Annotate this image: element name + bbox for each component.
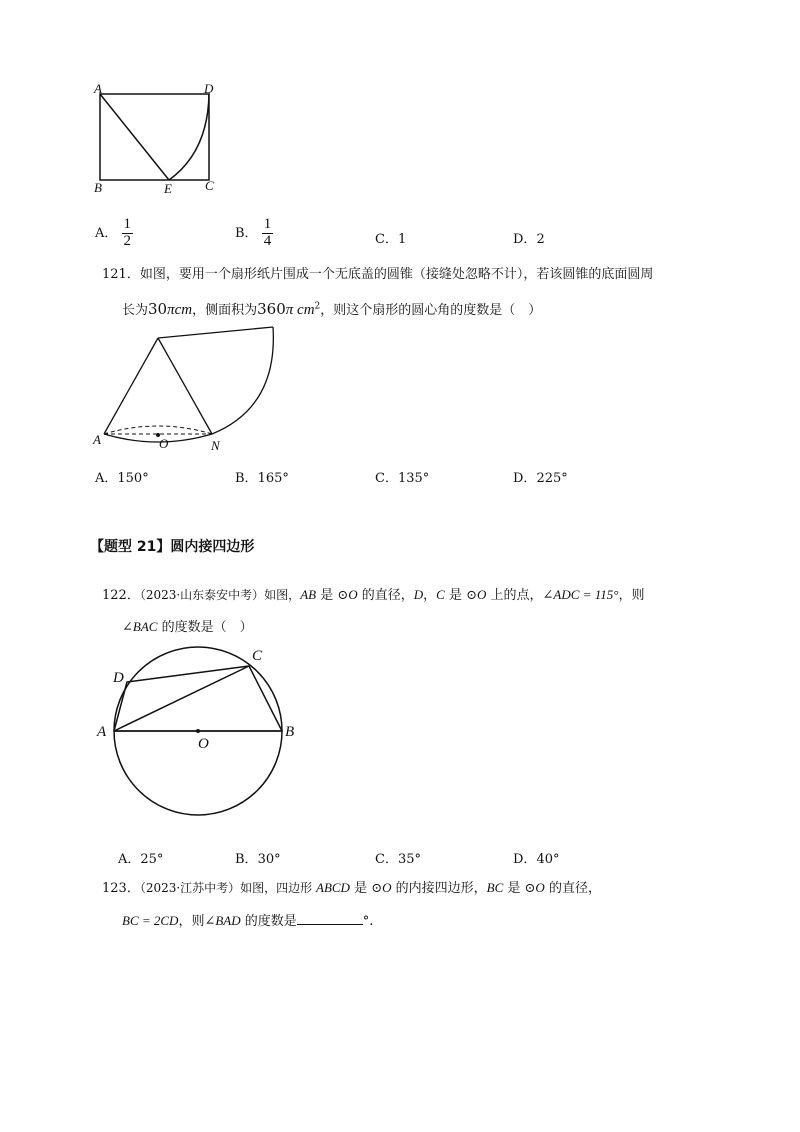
q121-line1 (102, 267, 653, 283)
cone-right-edge (158, 338, 212, 434)
circle-figure (92, 640, 312, 840)
base-back-edge (104, 426, 212, 434)
q122-line2 (122, 619, 253, 636)
math: ⊙O (371, 880, 392, 895)
text: 的度数是（ ） (157, 620, 253, 635)
option-b (235, 467, 289, 486)
math: ⊙O (466, 587, 487, 602)
option-value: 225° (536, 471, 568, 486)
option-value: 165° (257, 471, 289, 486)
text: 是 (444, 588, 467, 603)
math: ⊙O (524, 880, 545, 895)
option-letter: A． (95, 225, 118, 241)
option-letter: C． (375, 471, 398, 486)
option-letter: D． (513, 232, 537, 247)
numerator: 1 (123, 216, 132, 232)
text: ，侧面积为 (192, 303, 258, 318)
text: ，则这个扇形的圆心角的度数是（ ） (320, 303, 542, 318)
text: 是 (316, 588, 338, 603)
q121-line2 (122, 300, 541, 319)
segment-ae (100, 94, 169, 180)
question-number: 123． (102, 881, 140, 896)
option-letter: B． (235, 471, 258, 486)
option-value: 135° (397, 471, 430, 486)
math-unit: π cm (285, 302, 315, 318)
text: 是 (503, 881, 525, 896)
math: D (413, 587, 424, 602)
math: ∠BAD (204, 913, 241, 928)
text: 的直径， (357, 588, 414, 603)
cone-left-edge (104, 338, 158, 434)
option-letter: D． (513, 852, 537, 867)
label-e: E (164, 181, 172, 196)
fraction (122, 217, 134, 250)
q122-line1 (102, 587, 644, 604)
math: ⊙O (337, 587, 358, 602)
option-value: 25° (140, 852, 164, 867)
option-value: 1 (397, 232, 407, 247)
text: 长为 (122, 303, 149, 318)
label-c: C (205, 178, 214, 193)
option-c (375, 467, 429, 486)
question-source: （2023·江苏中考）如图，四边形 (139, 881, 316, 895)
question-number: 122． (102, 588, 140, 603)
denominator: 2 (123, 232, 132, 249)
numerator: 1 (263, 216, 272, 232)
option-letter: B． (235, 852, 258, 867)
text: °. (362, 914, 374, 929)
option-value: 30° (257, 852, 281, 867)
math: ∠ADC = 115° (542, 587, 619, 602)
option-a (95, 467, 149, 486)
math-value: 30 (148, 300, 168, 318)
option-c (375, 228, 406, 247)
cone-figure (88, 322, 288, 457)
option-a (118, 848, 163, 867)
option-d (513, 228, 545, 247)
question-source: （2023·山东泰安中考）如图， (139, 588, 301, 602)
option-c (375, 848, 421, 867)
option-value: 2 (536, 232, 545, 247)
label-a: A (93, 432, 101, 447)
arc-de (169, 94, 209, 180)
superscript: 2 (314, 301, 321, 312)
option-b (235, 848, 281, 867)
label-b: B (94, 180, 102, 195)
text: ，则 (178, 914, 205, 929)
option-letter: A． (118, 852, 141, 867)
label-d: D (113, 670, 124, 686)
math-value: 360 (257, 300, 286, 318)
text: ，则 (618, 588, 645, 603)
text: 的直径， (544, 881, 601, 896)
option-letter: C． (375, 232, 398, 247)
label-b: B (285, 724, 295, 740)
text: 的度数是 (240, 914, 297, 929)
sector-arc (212, 327, 273, 434)
text: 上的点， (486, 588, 543, 603)
text: 是 (349, 881, 372, 896)
option-value: 150° (117, 471, 149, 486)
option-letter: D． (513, 471, 537, 486)
option-value: 35° (397, 852, 421, 867)
label-d: D (204, 82, 214, 96)
option-letter: B． (235, 225, 258, 241)
answer-blank[interactable] (297, 912, 363, 925)
q123-line2 (122, 912, 373, 930)
option-b (235, 217, 273, 250)
option-value: 40° (536, 852, 560, 867)
option-letter: C． (375, 852, 398, 867)
math: AB (300, 587, 317, 602)
label-a: A (94, 82, 102, 96)
text: ， (423, 588, 437, 603)
math: BC (486, 880, 504, 895)
option-a (95, 217, 133, 250)
label-o: O (198, 736, 209, 752)
quadrilateral-adcb (114, 666, 282, 731)
option-d (513, 848, 559, 867)
option-letter: A． (95, 471, 118, 486)
math: BC = 2CD (122, 913, 179, 928)
section-heading: 【题型 21】圆内接四边形 (90, 539, 255, 555)
sector-top-edge (158, 327, 273, 338)
denominator: 4 (263, 232, 272, 249)
q123-line1 (102, 880, 601, 897)
fraction (262, 217, 274, 250)
math: ∠BAC (122, 619, 158, 634)
label-n: N (211, 438, 220, 453)
label-o: O (159, 436, 169, 451)
option-d (513, 467, 568, 486)
math: C (436, 587, 445, 602)
math-unit: πcm (167, 302, 193, 318)
label-c: C (252, 648, 263, 664)
rectangle-abcd (100, 94, 209, 180)
question-text: 如图，要用一个扇形纸片围成一个无底盖的圆锥（接缝处忽略不计），若该圆锥的底面圆周 (139, 267, 654, 282)
math: ABCD (316, 880, 350, 895)
question-number: 121． (102, 267, 140, 282)
center-point (196, 729, 200, 733)
text: 的内接四边形， (391, 881, 487, 896)
rectangle-figure (88, 82, 228, 197)
label-a: A (97, 724, 107, 740)
